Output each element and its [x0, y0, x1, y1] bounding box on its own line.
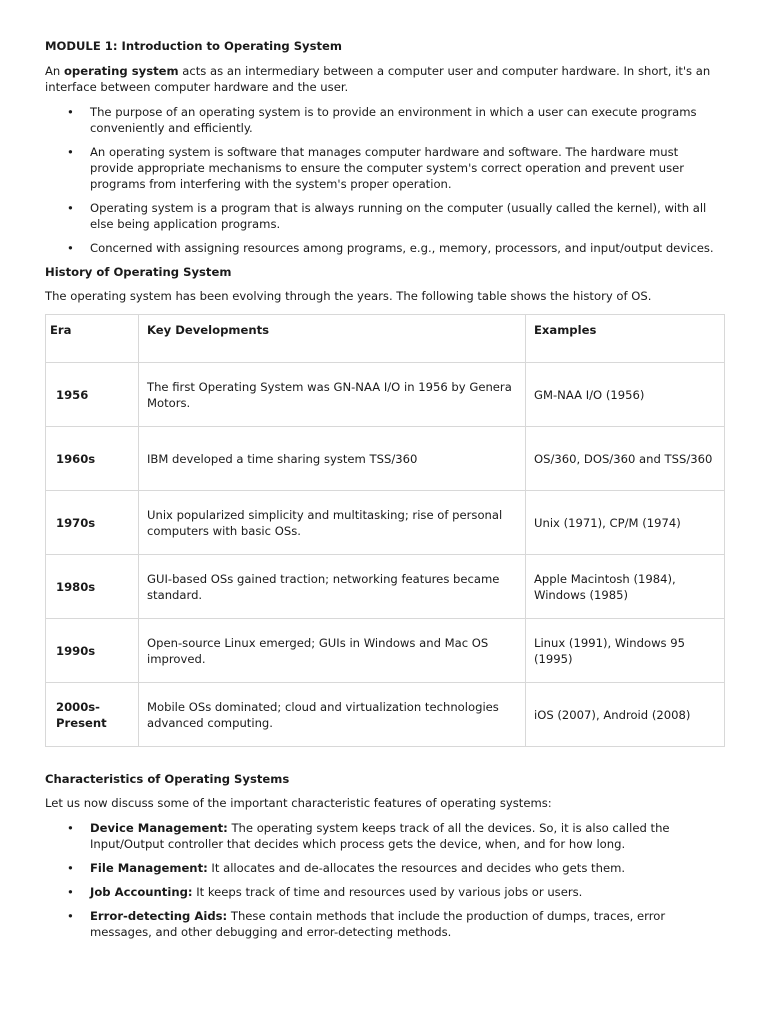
list-item-text: An operating system is software that manages computer hardware and software. The hardware must provide appropriate mechanisms to ensure the computer system's correct operation and prevent user programs from interfering with the system's proper operation. [90, 145, 685, 191]
characteristic-term: Job Accounting: [90, 885, 193, 899]
table-row [46, 619, 725, 683]
developments-cell: Unix popularized simplicity and multitasking; rise of personal computers with basic OSs. [139, 491, 526, 555]
intro-paragraph [45, 63, 723, 95]
examples-cell: GM-NAA I/O (1956) [526, 363, 725, 427]
list-item-text: Operating system is a program that is always running on the computer (usually called the kernel), with all else being application programs. [90, 201, 707, 231]
intro-term: operating system [63, 64, 179, 78]
era-cell: 2000s- Present [46, 683, 139, 747]
intro-bullet-list [45, 104, 723, 256]
table-row [46, 683, 725, 747]
characteristics-heading: Characteristics of Operating Systems [45, 772, 290, 786]
history-intro: The operating system has been evolving through the years. The following table shows the history of OS. [45, 289, 652, 303]
characteristics-intro: Let us now discuss some of the important characteristic features of operating systems: [45, 796, 552, 810]
list-item [45, 908, 723, 940]
examples-cell: Linux (1991), Windows 95 (1995) [526, 619, 725, 683]
list-item [45, 820, 723, 852]
bullet-icon: • [67, 885, 74, 899]
developments-cell: GUI-based OSs gained traction; networking features became standard. [139, 555, 526, 619]
examples-cell: OS/360, DOS/360 and TSS/360 [526, 427, 725, 491]
characteristics-section [45, 771, 723, 940]
characteristics-list [45, 820, 723, 940]
bullet-icon: • [67, 145, 74, 159]
table-row [46, 427, 725, 491]
list-item [45, 240, 723, 256]
bullet-icon: • [67, 201, 74, 215]
intro-prefix: An [45, 64, 64, 78]
list-item [45, 884, 723, 900]
module-title: MODULE 1: Introduction to Operating System [45, 39, 343, 53]
characteristic-text: The operating system keeps track of all the devices. So, it is also called the Input/Output controller that decides which process gets the device, when, and for how long. [90, 821, 670, 851]
list-item-text: Concerned with assigning resources among programs, e.g., memory, processors, and input/output devices. [90, 241, 714, 255]
era-cell: 1956 [46, 363, 139, 427]
list-item [45, 860, 723, 876]
era-cell: 1970s [46, 491, 139, 555]
examples-cell: Unix (1971), CP/M (1974) [526, 491, 725, 555]
developments-cell: Open-source Linux emerged; GUIs in Windows and Mac OS improved. [139, 619, 526, 683]
era-cell: 1980s [46, 555, 139, 619]
list-item [45, 104, 723, 136]
characteristic-text: It allocates and de-allocates the resources and decides who gets them. [207, 861, 626, 875]
characteristic-text: These contain methods that include the production of dumps, traces, error messages, and other debugging and error-detecting methods. [90, 909, 666, 939]
list-item [45, 144, 723, 192]
era-cell: 1990s [46, 619, 139, 683]
column-header-examples: Examples [526, 315, 725, 363]
bullet-icon: • [67, 105, 74, 119]
developments-cell: IBM developed a time sharing system TSS/360 [139, 427, 526, 491]
history-table [45, 314, 725, 747]
characteristic-term: Device Management: [90, 821, 228, 835]
bullet-icon: • [67, 909, 74, 923]
column-header-developments: Key Developments [139, 315, 526, 363]
list-item-text: The purpose of an operating system is to provide an environment in which a user can execute programs conveniently and efficiently. [90, 105, 697, 135]
era-cell: 1960s [46, 427, 139, 491]
column-header-era: Era [46, 315, 139, 363]
bullet-icon: • [67, 861, 74, 875]
table-row [46, 363, 725, 427]
examples-cell: iOS (2007), Android (2008) [526, 683, 725, 747]
characteristic-term: File Management: [90, 861, 208, 875]
characteristic-term: Error-detecting Aids: [90, 909, 228, 923]
table-header-row [46, 315, 725, 363]
history-heading: History of Operating System [45, 265, 232, 279]
characteristic-text: It keeps track of time and resources used by various jobs or users. [192, 885, 583, 899]
table-row [46, 555, 725, 619]
developments-cell: The first Operating System was GN-NAA I/O in 1956 by Genera Motors. [139, 363, 526, 427]
table-row [46, 491, 725, 555]
list-item [45, 200, 723, 232]
bullet-icon: • [67, 241, 74, 255]
bullet-icon: • [67, 821, 74, 835]
intro-rest: acts as an intermediary between a computer user and computer hardware. In short, it's an interface between computer hardware and the user. [45, 64, 711, 94]
examples-cell: Apple Macintosh (1984), Windows (1985) [526, 555, 725, 619]
developments-cell: Mobile OSs dominated; cloud and virtualization technologies advanced computing. [139, 683, 526, 747]
